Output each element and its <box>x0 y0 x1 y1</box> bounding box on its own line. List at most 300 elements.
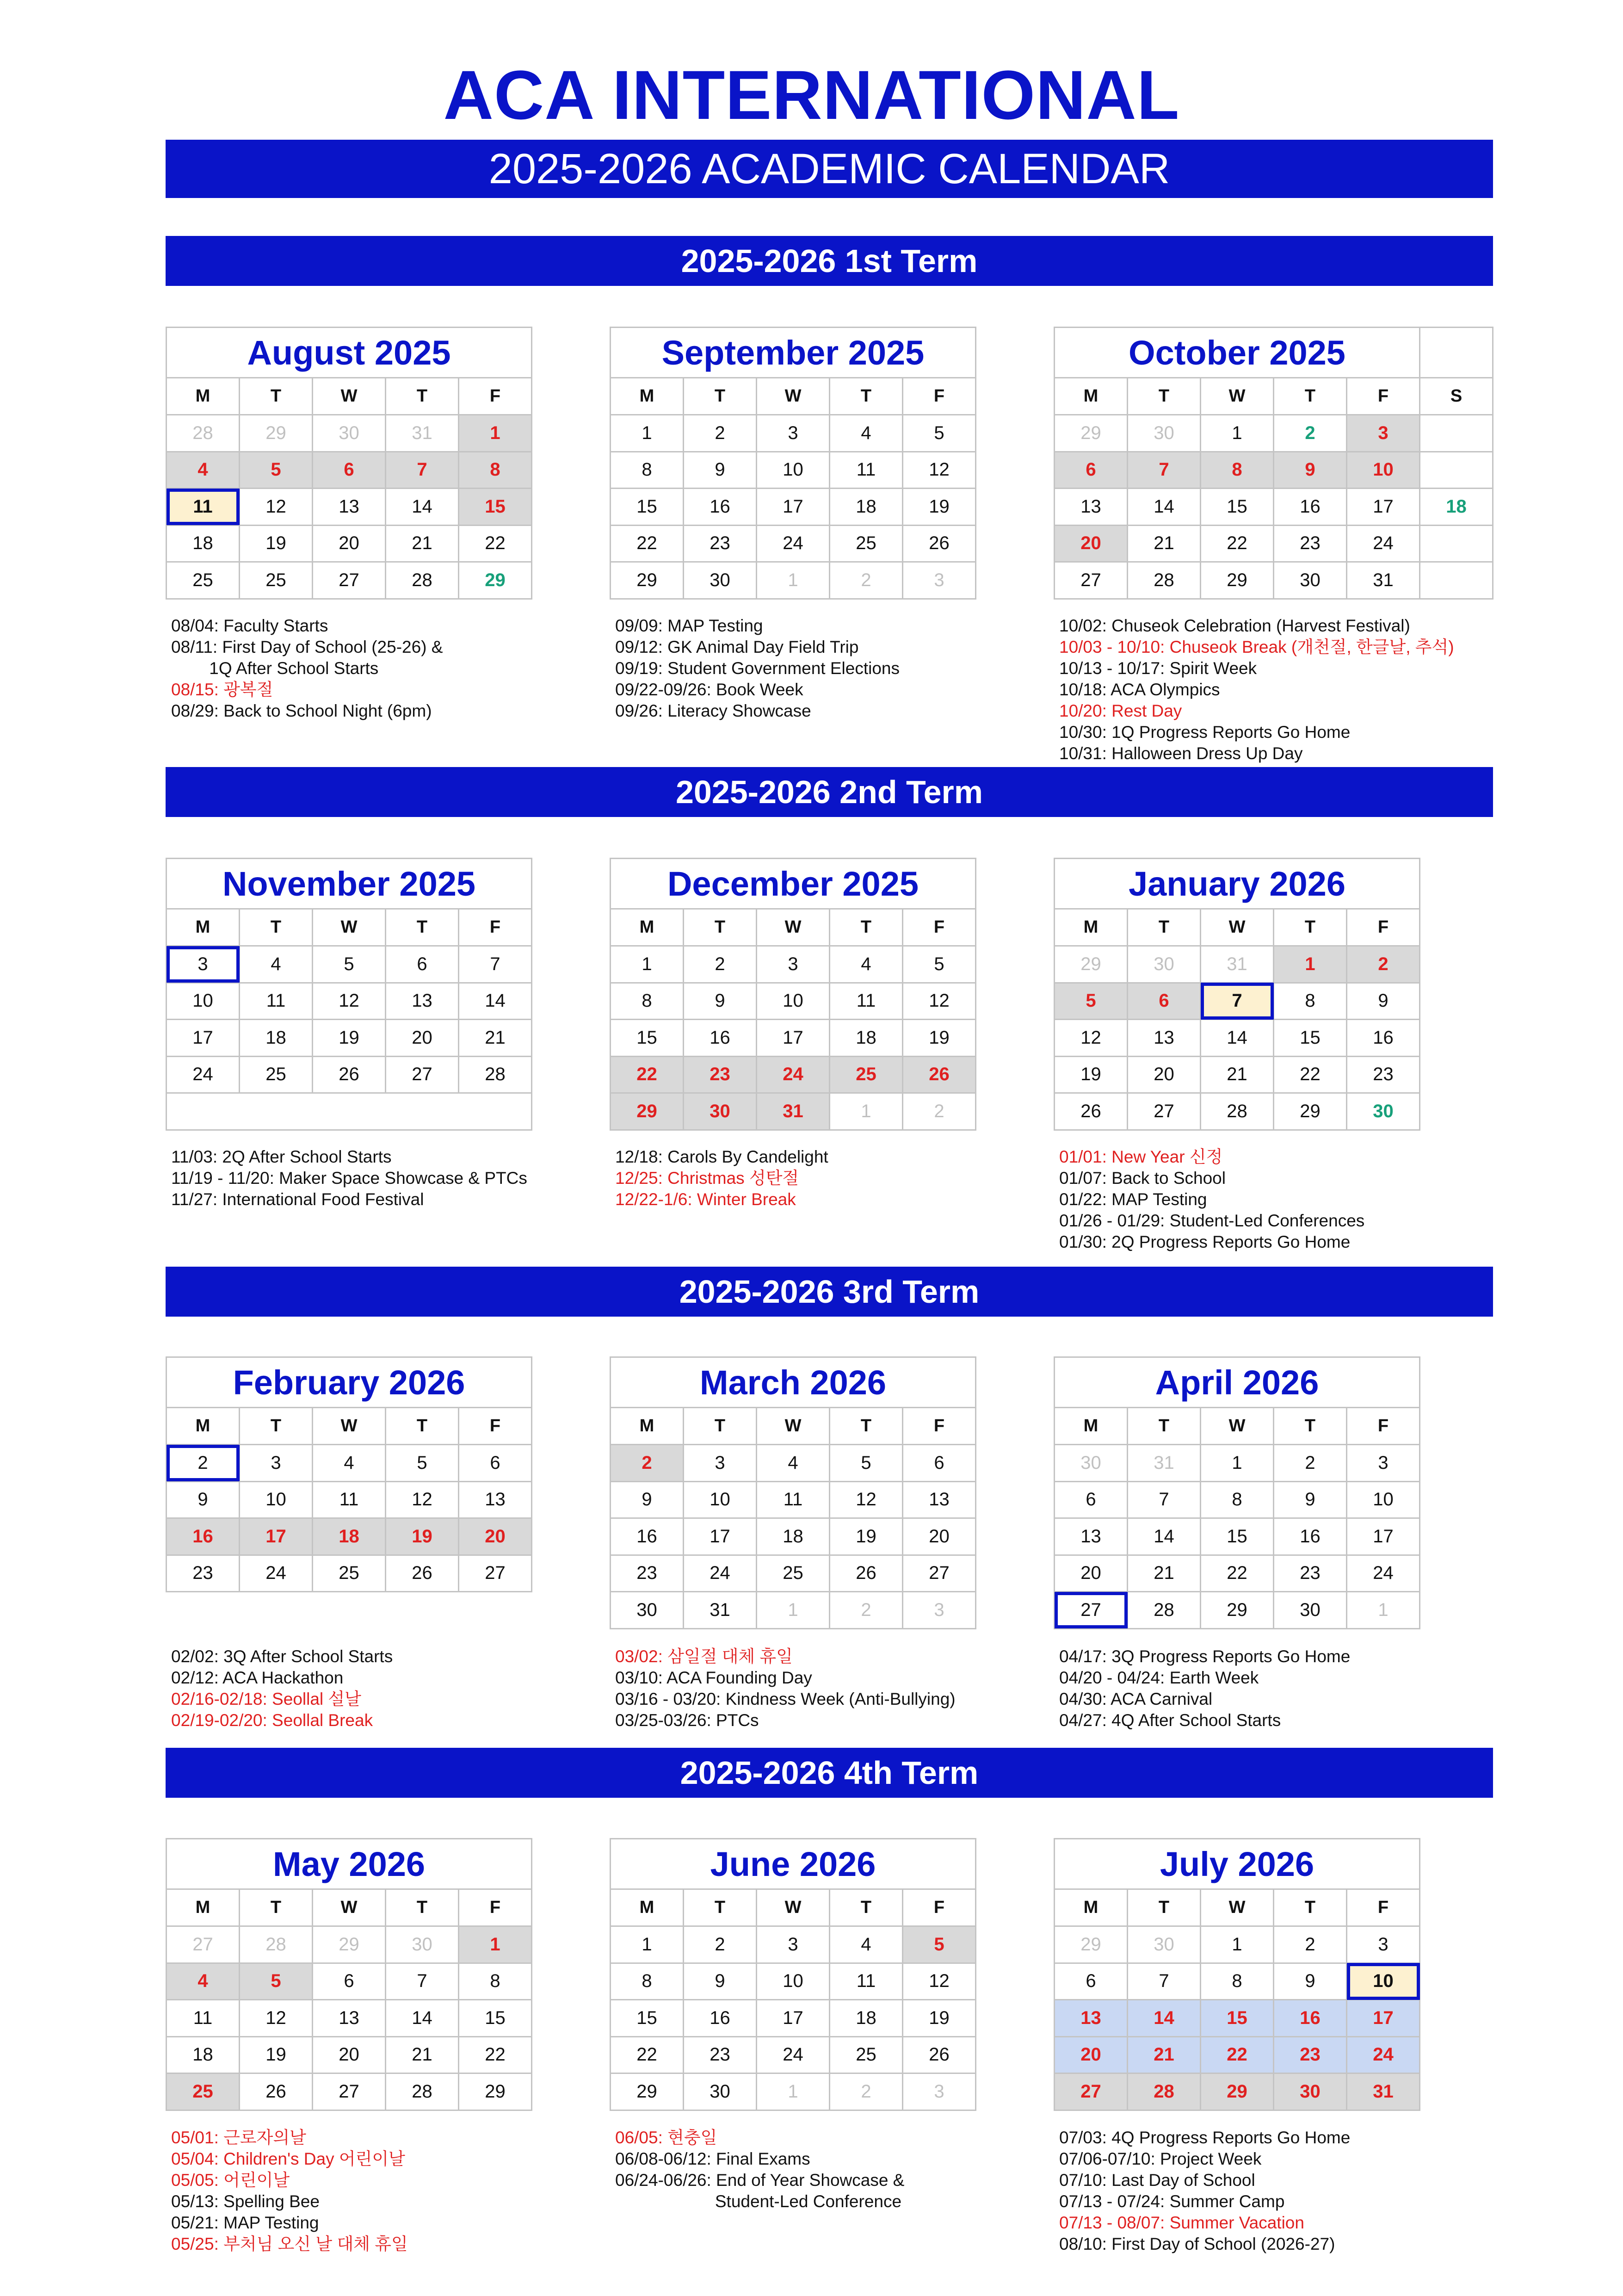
day-cell: 26 <box>313 1056 386 1093</box>
day-cell: 5 <box>313 946 386 983</box>
day-cell: 3 <box>1347 415 1420 452</box>
day-cell: 29 <box>611 1093 684 1130</box>
month-title: February 2026 <box>167 1357 532 1408</box>
day-cell: 16 <box>1274 2000 1347 2037</box>
weekday-header: T <box>830 909 903 946</box>
holiday-note: 05/01: 근로자의날 <box>171 2128 306 2147</box>
day-cell: 1 <box>1347 1592 1420 1629</box>
day-cell: 24 <box>167 1056 240 1093</box>
day-cell: 25 <box>830 1056 903 1093</box>
day-cell: 29 <box>1055 415 1128 452</box>
day-cell: 4 <box>830 415 903 452</box>
day-cell: 20 <box>1128 1056 1201 1093</box>
day-cell: 21 <box>386 525 459 562</box>
weekday-header: T <box>684 378 757 415</box>
day-cell: 29 <box>240 415 313 452</box>
day-cell: 12 <box>903 1963 976 2000</box>
weekday-header: M <box>167 1889 240 1926</box>
day-cell: 30 <box>1274 2073 1347 2110</box>
day-cell: 25 <box>757 1555 830 1592</box>
day-cell: 21 <box>1128 2036 1201 2073</box>
day-cell: 10 <box>1347 1963 1420 2000</box>
day-cell: 7 <box>459 946 532 983</box>
term-2-banner: 2025-2026 2nd Term <box>166 767 1493 817</box>
event-note: 03/16 - 03/20: Kindness Week (Anti-Bullying) <box>615 1690 956 1708</box>
empty-day-cell <box>1420 562 1493 599</box>
weekday-header: W <box>1201 1889 1274 1926</box>
day-cell: 18 <box>240 1020 313 1057</box>
month-title: November 2025 <box>167 859 532 909</box>
day-cell: 17 <box>757 489 830 526</box>
weekday-header: T <box>684 1408 757 1445</box>
day-cell: 1 <box>611 415 684 452</box>
day-cell: 19 <box>903 1020 976 1057</box>
weekday-header: F <box>459 1408 532 1445</box>
weekday-header: T <box>386 378 459 415</box>
month-calendar <box>166 327 532 600</box>
day-cell: 31 <box>1347 562 1420 599</box>
day-cell: 11 <box>313 1481 386 1518</box>
day-cell: 28 <box>1128 2073 1201 2110</box>
day-cell: 6 <box>313 1963 386 2000</box>
day-cell: 30 <box>1128 415 1201 452</box>
day-cell: 2 <box>167 1445 240 1482</box>
day-cell: 26 <box>903 2036 976 2073</box>
day-cell: 9 <box>167 1481 240 1518</box>
day-cell: 15 <box>611 1020 684 1057</box>
day-cell: 24 <box>684 1555 757 1592</box>
day-cell: 25 <box>830 2036 903 2073</box>
day-cell: 20 <box>1055 2036 1128 2073</box>
weekday-header: W <box>313 1408 386 1445</box>
event-note: 11/27: International Food Festival <box>171 1190 424 1209</box>
weekday-header: F <box>903 909 976 946</box>
weekday-header: T <box>240 909 313 946</box>
day-cell: 23 <box>611 1555 684 1592</box>
day-cell: 16 <box>684 2000 757 2037</box>
day-cell: 7 <box>1128 1963 1201 2000</box>
day-cell: 23 <box>1347 1056 1420 1093</box>
day-cell: 20 <box>1055 525 1128 562</box>
day-cell: 20 <box>1055 1555 1128 1592</box>
day-cell: 23 <box>1274 2036 1347 2073</box>
day-cell: 19 <box>830 1518 903 1555</box>
day-cell: 18 <box>830 489 903 526</box>
school-name: ACA INTERNATIONAL <box>443 56 1180 134</box>
empty-week-row <box>167 1093 532 1130</box>
day-cell: 29 <box>1274 1093 1347 1130</box>
day-cell: 15 <box>611 489 684 526</box>
day-cell: 1 <box>1201 1445 1274 1482</box>
day-cell: 2 <box>684 1926 757 1963</box>
month-calendar <box>1054 1838 1420 2111</box>
day-cell: 18 <box>313 1518 386 1555</box>
day-cell: 27 <box>386 1056 459 1093</box>
day-cell: 6 <box>459 1445 532 1482</box>
day-cell: 13 <box>1128 1020 1201 1057</box>
weekday-header: W <box>757 909 830 946</box>
empty-day-cell <box>1420 452 1493 489</box>
day-cell: 6 <box>903 1445 976 1482</box>
day-cell: 12 <box>903 452 976 489</box>
day-cell: 14 <box>1128 1518 1201 1555</box>
day-cell: 4 <box>167 1963 240 2000</box>
holiday-note: 08/15: 광복절 <box>171 680 273 699</box>
day-cell: 13 <box>313 489 386 526</box>
month-events-list <box>615 2127 904 2212</box>
holiday-note: 05/05: 어린이날 <box>171 2171 290 2190</box>
day-cell: 30 <box>313 415 386 452</box>
day-cell: 10 <box>757 1963 830 2000</box>
day-cell: 30 <box>1055 1445 1128 1482</box>
day-cell: 26 <box>903 1056 976 1093</box>
day-cell: 31 <box>1128 1445 1201 1482</box>
day-cell: 16 <box>684 489 757 526</box>
month-events-list <box>615 1646 956 1731</box>
event-note: 09/12: GK Animal Day Field Trip <box>615 637 859 656</box>
weekday-header: W <box>757 1408 830 1445</box>
day-cell: 18 <box>1420 489 1493 526</box>
day-cell: 31 <box>386 415 459 452</box>
day-cell: 17 <box>240 1518 313 1555</box>
month-title: July 2026 <box>1055 1839 1420 1889</box>
day-cell: 29 <box>611 562 684 599</box>
weekday-header: T <box>240 1889 313 1926</box>
day-cell: 18 <box>830 2000 903 2037</box>
day-cell: 9 <box>1347 983 1420 1020</box>
event-note: 04/30: ACA Carnival <box>1059 1690 1213 1708</box>
day-cell: 21 <box>1201 1056 1274 1093</box>
day-cell: 11 <box>830 1963 903 2000</box>
term-3-banner: 2025-2026 3rd Term <box>166 1267 1493 1317</box>
weekday-header: M <box>611 378 684 415</box>
month-events-list <box>1059 2127 1350 2255</box>
day-cell: 3 <box>240 1445 313 1482</box>
weekday-header: T <box>1274 909 1347 946</box>
month-title: August 2025 <box>167 328 532 378</box>
day-cell: 15 <box>459 2000 532 2037</box>
day-cell: 11 <box>757 1481 830 1518</box>
day-cell: 15 <box>459 489 532 526</box>
weekday-header: M <box>167 1408 240 1445</box>
day-cell: 9 <box>1274 1481 1347 1518</box>
event-note: 08/29: Back to School Night (6pm) <box>171 701 432 720</box>
day-cell: 5 <box>1055 983 1128 1020</box>
day-cell: 27 <box>1128 1093 1201 1130</box>
day-cell: 19 <box>240 2036 313 2073</box>
day-cell: 2 <box>1274 415 1347 452</box>
holiday-note: 10/03 - 10/10: Chuseok Break (개천절, 한글날, 추석) <box>1059 637 1454 656</box>
day-cell: 6 <box>1128 983 1201 1020</box>
day-cell: 29 <box>1055 946 1128 983</box>
day-cell: 2 <box>1347 946 1420 983</box>
day-cell: 29 <box>459 562 532 599</box>
day-cell: 27 <box>1055 1592 1128 1629</box>
event-note: 08/10: First Day of School (2026-27) <box>1059 2234 1335 2253</box>
day-cell: 2 <box>1274 1926 1347 1963</box>
day-cell: 28 <box>167 415 240 452</box>
month-calendar <box>1054 1356 1420 1629</box>
day-cell: 3 <box>167 946 240 983</box>
term-1-banner: 2025-2026 1st Term <box>166 236 1493 286</box>
day-cell: 5 <box>903 1926 976 1963</box>
day-cell: 7 <box>386 1963 459 2000</box>
day-cell: 3 <box>903 2073 976 2110</box>
day-cell: 13 <box>1055 2000 1128 2037</box>
day-cell: 14 <box>1128 489 1201 526</box>
day-cell: 27 <box>1055 562 1128 599</box>
day-cell: 23 <box>167 1555 240 1592</box>
day-cell: 25 <box>313 1555 386 1592</box>
event-note: 05/21: MAP Testing <box>171 2213 319 2232</box>
day-cell: 22 <box>459 525 532 562</box>
day-cell: 24 <box>1347 525 1420 562</box>
day-cell: 25 <box>240 1056 313 1093</box>
day-cell: 2 <box>830 562 903 599</box>
day-cell: 15 <box>1201 1518 1274 1555</box>
day-cell: 24 <box>1347 1555 1420 1592</box>
day-cell: 26 <box>830 1555 903 1592</box>
day-cell: 3 <box>1347 1445 1420 1482</box>
day-cell: 30 <box>386 1926 459 1963</box>
month-events-list <box>615 615 900 722</box>
event-note: 1Q After School Starts <box>171 659 379 678</box>
day-cell: 24 <box>757 2036 830 2073</box>
weekday-header: W <box>1201 909 1274 946</box>
day-cell: 16 <box>684 1020 757 1057</box>
event-note: 02/12: ACA Hackathon <box>171 1668 344 1687</box>
weekday-header: T <box>830 1889 903 1926</box>
month-calendar <box>610 858 976 1131</box>
day-cell: 10 <box>167 983 240 1020</box>
day-cell: 10 <box>1347 1481 1420 1518</box>
event-note: 12/18: Carols By Candelight <box>615 1147 828 1166</box>
weekday-header: F <box>903 1408 976 1445</box>
month-calendar <box>166 858 532 1131</box>
event-note: 07/13 - 07/24: Summer Camp <box>1059 2192 1285 2211</box>
day-cell: 5 <box>386 1445 459 1482</box>
day-cell: 17 <box>1347 1518 1420 1555</box>
day-cell: 20 <box>386 1020 459 1057</box>
day-cell: 3 <box>1347 1926 1420 1963</box>
weekday-header: W <box>1201 1408 1274 1445</box>
day-cell: 5 <box>903 946 976 983</box>
day-cell: 22 <box>1201 2036 1274 2073</box>
day-cell: 2 <box>684 946 757 983</box>
day-cell: 28 <box>240 1926 313 1963</box>
term-4-banner: 2025-2026 4th Term <box>166 1748 1493 1798</box>
day-cell: 8 <box>611 1963 684 2000</box>
day-cell: 20 <box>459 1518 532 1555</box>
day-cell: 19 <box>386 1518 459 1555</box>
day-cell: 26 <box>1055 1093 1128 1130</box>
event-note: 01/26 - 01/29: Student-Led Conferences <box>1059 1211 1365 1230</box>
weekday-header: F <box>1347 909 1420 946</box>
day-cell: 1 <box>459 415 532 452</box>
month-events-list <box>615 1146 828 1210</box>
weekday-header: M <box>1055 909 1128 946</box>
day-cell: 4 <box>313 1445 386 1482</box>
weekday-header: T <box>830 1408 903 1445</box>
day-cell: 22 <box>611 2036 684 2073</box>
day-cell: 28 <box>1128 1592 1201 1629</box>
day-cell: 31 <box>1347 2073 1420 2110</box>
event-note: 03/25-03/26: PTCs <box>615 1711 759 1730</box>
day-cell: 30 <box>1128 946 1201 983</box>
day-cell: 13 <box>313 2000 386 2037</box>
weekday-header: F <box>903 1889 976 1926</box>
month-events-list <box>1059 615 1454 764</box>
month-events-list <box>1059 1646 1350 1731</box>
day-cell: 30 <box>684 2073 757 2110</box>
day-cell: 14 <box>386 489 459 526</box>
month-title: March 2026 <box>611 1357 976 1408</box>
day-cell: 3 <box>757 415 830 452</box>
weekday-header: W <box>313 909 386 946</box>
day-cell: 28 <box>1201 1093 1274 1130</box>
day-cell: 12 <box>240 2000 313 2037</box>
day-cell: 27 <box>313 2073 386 2110</box>
holiday-note: 03/02: 삼일절 대체 휴일 <box>615 1647 793 1666</box>
event-note: 04/17: 3Q Progress Reports Go Home <box>1059 1647 1351 1666</box>
day-cell: 23 <box>684 525 757 562</box>
day-cell: 2 <box>684 415 757 452</box>
weekday-header: M <box>611 1408 684 1445</box>
day-cell: 5 <box>830 1445 903 1482</box>
day-cell: 3 <box>684 1445 757 1482</box>
day-cell: 15 <box>1274 1020 1347 1057</box>
empty-day-cell <box>1420 415 1493 452</box>
weekday-header: T <box>240 1408 313 1445</box>
month-calendar <box>610 1356 976 1629</box>
weekday-header: T <box>240 378 313 415</box>
weekday-header: T <box>1128 1408 1201 1445</box>
holiday-note: 05/04: Children's Day 어린이날 <box>171 2149 405 2168</box>
day-cell: 6 <box>1055 1481 1128 1518</box>
weekday-header: T <box>1128 1889 1201 1926</box>
event-note: 01/07: Back to School <box>1059 1169 1226 1188</box>
day-cell: 31 <box>1201 946 1274 983</box>
day-cell: 9 <box>684 983 757 1020</box>
day-cell: 10 <box>757 983 830 1020</box>
day-cell: 22 <box>1201 525 1274 562</box>
weekday-header: T <box>1274 1889 1347 1926</box>
day-cell: 27 <box>167 1926 240 1963</box>
event-note: 11/03: 2Q After School Starts <box>171 1147 392 1166</box>
day-cell: 11 <box>167 489 240 526</box>
day-cell: 8 <box>1274 983 1347 1020</box>
day-cell: 7 <box>1201 983 1274 1020</box>
day-cell: 10 <box>684 1481 757 1518</box>
event-note: 07/03: 4Q Progress Reports Go Home <box>1059 2128 1351 2147</box>
day-cell: 7 <box>1128 452 1201 489</box>
event-note: 10/13 - 10/17: Spirit Week <box>1059 659 1257 678</box>
weekday-header: T <box>1274 1408 1347 1445</box>
day-cell: 14 <box>1201 1020 1274 1057</box>
day-cell: 28 <box>386 562 459 599</box>
day-cell: 25 <box>167 562 240 599</box>
day-cell: 18 <box>757 1518 830 1555</box>
day-cell: 25 <box>830 525 903 562</box>
day-cell: 16 <box>1274 1518 1347 1555</box>
event-note: 04/20 - 04/24: Earth Week <box>1059 1668 1259 1687</box>
day-cell: 19 <box>903 489 976 526</box>
day-cell: 30 <box>611 1592 684 1629</box>
event-note: 09/09: MAP Testing <box>615 616 763 635</box>
event-note: 09/26: Literacy Showcase <box>615 701 811 720</box>
month-calendar <box>610 1838 976 2111</box>
day-cell: 16 <box>1274 489 1347 526</box>
day-cell: 6 <box>1055 452 1128 489</box>
month-events-list <box>1059 1146 1364 1253</box>
day-cell: 6 <box>386 946 459 983</box>
day-cell: 23 <box>1274 525 1347 562</box>
day-cell: 13 <box>459 1481 532 1518</box>
weekday-header: T <box>386 1889 459 1926</box>
day-cell: 25 <box>240 562 313 599</box>
month-events-list <box>171 1146 527 1210</box>
weekday-header: T <box>684 1889 757 1926</box>
day-cell: 13 <box>1055 1518 1128 1555</box>
day-cell: 24 <box>1347 2036 1420 2073</box>
day-cell: 4 <box>830 946 903 983</box>
weekday-header: T <box>1274 378 1347 415</box>
event-note: 03/10: ACA Founding Day <box>615 1668 812 1687</box>
event-note: 10/02: Chuseok Celebration (Harvest Festival) <box>1059 616 1410 635</box>
day-cell: 12 <box>1055 1020 1128 1057</box>
day-cell: 22 <box>1201 1555 1274 1592</box>
day-cell: 31 <box>757 1093 830 1130</box>
day-cell: 1 <box>830 1093 903 1130</box>
weekday-header: M <box>1055 1889 1128 1926</box>
day-cell: 12 <box>240 489 313 526</box>
day-cell: 14 <box>459 983 532 1020</box>
day-cell: 29 <box>1055 1926 1128 1963</box>
day-cell: 4 <box>240 946 313 983</box>
month-title: June 2026 <box>611 1839 976 1889</box>
day-cell: 22 <box>459 2036 532 2073</box>
day-cell: 22 <box>611 525 684 562</box>
month-calendar <box>166 1356 532 1592</box>
day-cell: 28 <box>459 1056 532 1093</box>
weekday-header: M <box>1055 1408 1128 1445</box>
day-cell: 11 <box>240 983 313 1020</box>
weekday-header: S <box>1420 378 1493 415</box>
day-cell: 10 <box>757 452 830 489</box>
day-cell: 11 <box>830 983 903 1020</box>
day-cell: 19 <box>313 1020 386 1057</box>
day-cell: 23 <box>1274 1555 1347 1592</box>
month-events-list <box>171 615 443 722</box>
day-cell: 24 <box>240 1555 313 1592</box>
day-cell: 8 <box>1201 452 1274 489</box>
empty-day-cell <box>1420 525 1493 562</box>
weekday-header: M <box>611 909 684 946</box>
day-cell: 28 <box>1128 562 1201 599</box>
holiday-note: 12/22-1/6: Winter Break <box>615 1190 796 1209</box>
day-cell: 27 <box>903 1555 976 1592</box>
day-cell: 7 <box>386 452 459 489</box>
day-cell: 1 <box>757 562 830 599</box>
event-note: 08/11: First Day of School (25-26) & <box>171 637 443 656</box>
weekday-header: T <box>386 909 459 946</box>
day-cell: 15 <box>611 2000 684 2037</box>
holiday-note: 12/25: Christmas 성탄절 <box>615 1169 799 1188</box>
day-cell: 27 <box>1055 2073 1128 2110</box>
day-cell: 29 <box>313 1926 386 1963</box>
day-cell: 29 <box>1201 562 1274 599</box>
day-cell: 16 <box>611 1518 684 1555</box>
